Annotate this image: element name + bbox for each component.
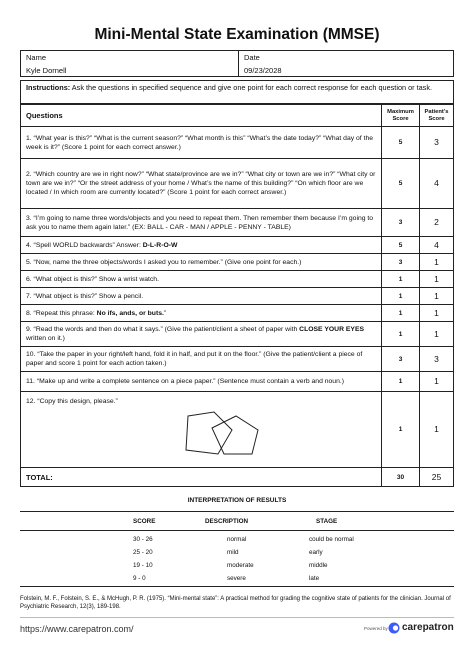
pentagons-design bbox=[166, 408, 276, 460]
max-score: 5 bbox=[382, 237, 420, 254]
max-score: 1 bbox=[382, 305, 420, 322]
max-score: 1 bbox=[382, 322, 420, 347]
reference-citation: Folstein, M. F., Folstein, S. E., & McHugh, P. R. (1975). “Mini-mental state”: A practical method for grading the cognitive state of patients for the clinician. Journal of Psychiatric Research, 12(3), 189-198. bbox=[20, 596, 451, 610]
name-cell bbox=[21, 51, 239, 76]
patient-score: 1 bbox=[420, 254, 454, 271]
total-score: 25 bbox=[420, 468, 454, 487]
table-row bbox=[21, 209, 454, 237]
question-answer: D-L-R-O-W bbox=[142, 241, 178, 249]
score-range: 25 - 20 bbox=[133, 549, 153, 556]
patient-score-header: Patient's Score bbox=[420, 105, 454, 127]
patient-score: 3 bbox=[420, 347, 454, 372]
description: moderate bbox=[227, 562, 254, 569]
question-text-post: ” bbox=[163, 309, 167, 317]
interpretation-row bbox=[20, 534, 454, 546]
question-text: 2. “Which country are we in right now?” “What state/province are we in?” “What city or town are we in?” “What city or town are we in?” “Or the street address of your home / What’s the name of this building?” “On which floor are we located / In which room are currently located?” (Score 1 point for each correct answer.) bbox=[21, 159, 382, 209]
description: normal bbox=[227, 536, 247, 543]
total-row bbox=[21, 468, 454, 487]
question-text bbox=[21, 237, 382, 254]
max-score: 1 bbox=[382, 288, 420, 305]
table-row bbox=[21, 322, 454, 347]
total-max: 30 bbox=[382, 468, 420, 487]
instructions-label: Instructions: bbox=[26, 83, 71, 92]
interpretation-row bbox=[20, 560, 454, 572]
table-row bbox=[21, 127, 454, 159]
max-score: 5 bbox=[382, 127, 420, 159]
interpretation-row bbox=[20, 573, 454, 585]
question-text: 12. “Copy this design, please.” bbox=[26, 398, 118, 405]
interpretation-divider bbox=[20, 530, 454, 531]
name-label: Name bbox=[26, 53, 47, 62]
name-value: Kyle Dornell bbox=[26, 66, 67, 75]
instructions bbox=[20, 80, 454, 104]
table-row bbox=[21, 159, 454, 209]
max-score: 1 bbox=[382, 372, 420, 392]
table-row bbox=[21, 288, 454, 305]
question-text: 1. “What year is this?” “What is the current season?” “What month is this” “What’s the date today?” “What day of the week is it?” (Score 1 point for each correct answer.) bbox=[21, 127, 382, 159]
score-range: 30 - 26 bbox=[133, 536, 153, 543]
question-text-pre: 4. “Spell WORLD backwards” Answer: bbox=[26, 241, 143, 249]
table-row bbox=[21, 305, 454, 322]
score-range: 9 - 0 bbox=[133, 575, 146, 582]
question-cell bbox=[21, 392, 382, 468]
interpretation-table bbox=[20, 511, 454, 587]
question-text: 7. “What object is this?” Show a pencil. bbox=[21, 288, 382, 305]
description-header: DESCRIPTION bbox=[205, 518, 249, 525]
question-text bbox=[21, 305, 382, 322]
stage: middle bbox=[309, 562, 328, 569]
interpretation-row bbox=[20, 547, 454, 559]
patient-score: 3 bbox=[420, 127, 454, 159]
brand-name: carepatron bbox=[402, 622, 454, 633]
question-text: 6. “What object is this?” Show a wrist watch. bbox=[21, 271, 382, 288]
table-row bbox=[21, 254, 454, 271]
patient-score: 4 bbox=[420, 159, 454, 209]
max-score: 1 bbox=[382, 392, 420, 468]
stage: early bbox=[309, 549, 323, 556]
questions-table bbox=[20, 104, 454, 487]
table-row bbox=[21, 347, 454, 372]
stage-header: STAGE bbox=[316, 518, 338, 525]
max-score-header: Maximum Score bbox=[382, 105, 420, 127]
question-text bbox=[21, 322, 382, 347]
description: mild bbox=[227, 549, 239, 556]
table-row bbox=[21, 237, 454, 254]
table-row bbox=[21, 372, 454, 392]
stage: could be normal bbox=[309, 536, 354, 543]
question-text-pre: 9. “Read the words and then do what it says.” (Give the patient/client a sheet of paper with bbox=[26, 326, 300, 333]
question-text: 3. “I’m going to name three words/objects and you need to repeat them. Then remember them because I’m going to ask you to name them again later.” (EX: BALL - CAR - MAN / APPLE - PENNY - TABLE) bbox=[21, 209, 382, 237]
total-label: TOTAL: bbox=[21, 468, 382, 487]
question-text-post: written on it.) bbox=[26, 335, 65, 342]
powered-by-label: Powered by bbox=[364, 626, 388, 631]
interpretation-header bbox=[20, 516, 454, 528]
patient-score: 1 bbox=[420, 271, 454, 288]
max-score: 3 bbox=[382, 347, 420, 372]
instructions-text: Ask the questions in specified sequence and give one point for each correct response for each question or task. bbox=[70, 83, 433, 92]
patient-score: 1 bbox=[420, 322, 454, 347]
question-text: 10. “Take the paper in your right/left hand, fold it in half, and put it on the floor.” (Give the patient/client a piece of paper and score 1 point for each action taken.) bbox=[21, 347, 382, 372]
max-score: 3 bbox=[382, 254, 420, 271]
patient-score: 1 bbox=[420, 288, 454, 305]
question-text: 11. “Make up and write a complete sentence on a piece paper.” (Sentence must contain a verb and noun.) bbox=[21, 372, 382, 392]
brand-logo[interactable] bbox=[364, 620, 456, 636]
pentagon-left bbox=[186, 412, 232, 454]
date-value: 09/23/2028 bbox=[244, 66, 282, 75]
table-row bbox=[21, 271, 454, 288]
patient-score: 2 bbox=[420, 209, 454, 237]
max-score: 5 bbox=[382, 159, 420, 209]
score-header: SCORE bbox=[133, 518, 156, 525]
description: severe bbox=[227, 575, 246, 582]
score-range: 19 - 10 bbox=[133, 562, 153, 569]
footer-divider bbox=[20, 617, 454, 618]
question-phrase: No ifs, ands, or buts. bbox=[96, 309, 164, 317]
questions-header: Questions bbox=[21, 105, 382, 127]
patient-header bbox=[20, 50, 454, 77]
question-text: 5. “Now, name the three objects/words I asked you to remember.” (Give one point for each.) bbox=[21, 254, 382, 271]
max-score: 3 bbox=[382, 209, 420, 237]
patient-score: 1 bbox=[420, 305, 454, 322]
footer-url-link[interactable]: https://www.carepatron.com/ bbox=[20, 624, 134, 634]
patient-score: 4 bbox=[420, 237, 454, 254]
date-label: Date bbox=[244, 53, 260, 62]
carepatron-logo-icon bbox=[388, 622, 400, 634]
date-cell bbox=[239, 51, 453, 76]
question-text-pre: 8. “Repeat this phrase: bbox=[26, 309, 97, 317]
pentagon-right bbox=[212, 416, 258, 454]
patient-score: 1 bbox=[420, 372, 454, 392]
table-row bbox=[21, 392, 454, 468]
interpretation-title: INTERPRETATION OF RESULTS bbox=[187, 497, 287, 504]
patient-score: 1 bbox=[420, 392, 454, 468]
question-phrase: CLOSE YOUR EYES bbox=[299, 326, 365, 333]
stage: late bbox=[309, 575, 320, 582]
page-title: Mini-Mental State Examination (MMSE) bbox=[94, 26, 380, 43]
max-score: 1 bbox=[382, 271, 420, 288]
